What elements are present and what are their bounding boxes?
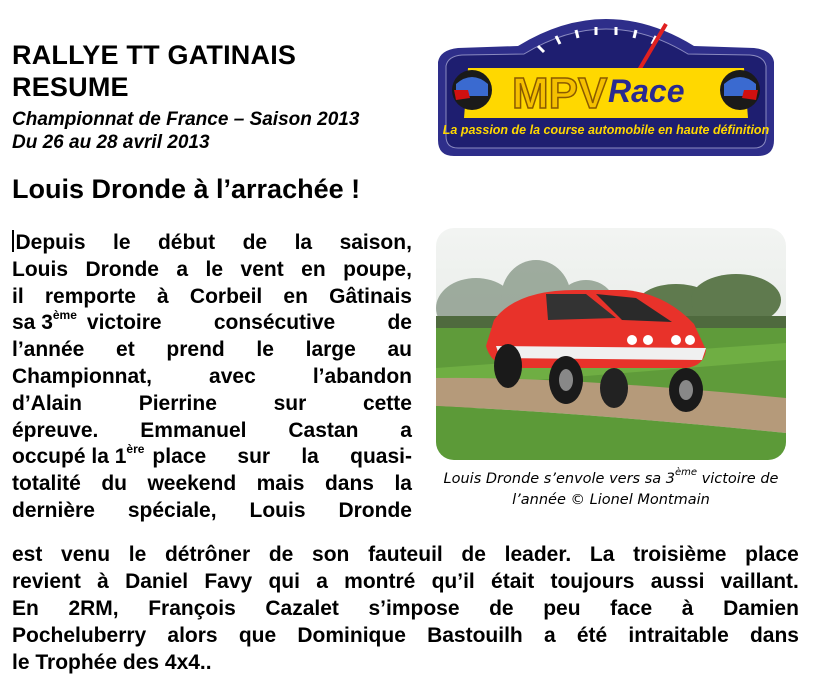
word: La (589, 543, 615, 566)
caption-line-2: l’année © Lionel Montmain (512, 492, 710, 508)
col-line-words (16, 230, 413, 257)
document-title (12, 39, 296, 103)
col-word (12, 444, 144, 471)
superscript: ère (126, 442, 145, 457)
title-line-1: RALLYE TT GATINAIS (12, 40, 297, 70)
wide-line: le Trophée des 4x4.. (12, 651, 212, 674)
word: de (387, 311, 412, 335)
photo-caption (436, 469, 786, 511)
rally-car-photo (436, 228, 786, 460)
word: a (543, 624, 556, 647)
word: du (101, 472, 127, 496)
word: d’Alain (12, 391, 83, 415)
subtitle-line-2: Du 26 au 28 avril 2013 (12, 132, 210, 153)
document-subtitle (12, 108, 359, 154)
logo-mpv-text: MPV (512, 69, 608, 118)
word: de (242, 231, 268, 254)
word: dernière (12, 498, 95, 522)
word: le (205, 257, 224, 281)
col-line (12, 284, 412, 311)
word: quasi- (350, 445, 412, 469)
word: Championnat, (12, 364, 152, 388)
wide-line (12, 595, 799, 622)
word: a (316, 570, 328, 593)
word: Favy (204, 570, 253, 593)
word: poupe, (343, 257, 412, 281)
word: Louis (249, 498, 306, 522)
word: avec (209, 364, 256, 388)
word: cette (362, 391, 412, 415)
col-text: occupé la 1 (12, 445, 127, 469)
word: montré (344, 570, 416, 593)
word: détrôner (164, 543, 251, 566)
col-line (12, 337, 412, 364)
word: début (157, 231, 216, 254)
word: vaillant. (720, 570, 799, 593)
word: de (489, 597, 514, 620)
word: prend (166, 338, 225, 362)
caption-text: victoire de (697, 471, 779, 487)
word: la (301, 445, 319, 469)
col-line-words (12, 444, 412, 471)
word: peu (543, 597, 581, 620)
col-line (12, 257, 412, 284)
word: weekend (147, 472, 237, 496)
word: qu’il (431, 570, 475, 593)
col-line (12, 230, 412, 257)
word: totalité (12, 472, 81, 496)
word: a (176, 257, 189, 281)
col-text: sa 3 (12, 311, 53, 335)
caption-line-1 (436, 469, 786, 490)
word: 2RM, (68, 597, 119, 620)
word: François (148, 597, 236, 620)
word: large (305, 338, 356, 362)
text-cursor (12, 230, 14, 252)
word: aussi (650, 570, 705, 593)
word: à (97, 570, 109, 593)
word: en (283, 284, 308, 308)
word: place (152, 445, 207, 469)
word: qui (268, 570, 300, 593)
wide-line (12, 568, 799, 595)
col-line-words (87, 310, 412, 337)
logo-race-text: Race (608, 73, 685, 109)
word: s’impose (368, 597, 460, 620)
word: revient (12, 570, 81, 593)
word: la (394, 472, 412, 496)
col-line (12, 364, 412, 391)
word: et (116, 338, 135, 362)
word: face (610, 597, 653, 620)
logo-tagline: La passion de la course automobile en haute définition (442, 123, 770, 137)
word: épreuve. (12, 418, 99, 442)
word: Dominique (297, 624, 406, 647)
word: dans (324, 472, 374, 496)
word: vent (240, 257, 284, 281)
word: venu (61, 543, 111, 566)
word: de (268, 543, 294, 566)
word: été (576, 624, 608, 647)
word: Pocheluberry (12, 624, 147, 647)
word: le (112, 231, 131, 254)
word: le (256, 338, 274, 362)
col-line (12, 310, 412, 337)
col-line (12, 471, 412, 498)
word: place (745, 543, 799, 566)
article-column-text (12, 230, 412, 525)
word: leader. (504, 543, 572, 566)
word: spéciale, (127, 498, 217, 522)
word: à (681, 597, 694, 620)
word: Damien (723, 597, 799, 620)
word: de (461, 543, 486, 566)
word: sur (273, 391, 307, 415)
word: intraitable (628, 624, 729, 647)
article-headline: Louis Dronde à l’arrachée ! (12, 174, 361, 204)
wide-line (12, 541, 799, 568)
word: Louis (12, 257, 68, 281)
word: Castan (288, 418, 359, 442)
word: mais (256, 472, 305, 496)
caption-superscript: ème (675, 467, 698, 479)
col-line-words (152, 444, 412, 471)
word: fauteuil (368, 543, 443, 566)
word: au (387, 338, 412, 362)
word: en (301, 257, 326, 281)
word: Dronde (338, 498, 412, 522)
word: consécutive (213, 311, 336, 335)
col-line (12, 444, 412, 471)
word: En (12, 597, 39, 620)
word: Daniel (125, 570, 189, 593)
mpv-race-logo (428, 10, 784, 160)
word: troisième (633, 543, 727, 566)
superscript: ème (52, 308, 77, 323)
word: toujours (550, 570, 635, 593)
word: son (312, 543, 350, 566)
word: Corbeil (189, 284, 263, 308)
subtitle-line-1: Championnat de France – Saison 2013 (12, 109, 360, 130)
word: était (491, 570, 535, 593)
word: remporte (44, 284, 136, 308)
word: l’année (12, 338, 85, 362)
word: la (294, 231, 313, 254)
word: saison, (339, 231, 412, 254)
title-line-2: RESUME (12, 72, 129, 102)
word: Dronde (85, 257, 159, 281)
word: alors (167, 624, 218, 647)
col-line-words (12, 310, 412, 337)
col-word (12, 310, 77, 337)
word: Cazalet (265, 597, 339, 620)
word: est (12, 543, 43, 566)
caption-text: Louis Dronde s’envole vers sa 3 (443, 471, 675, 487)
word: Bastouilh (427, 624, 523, 647)
word: que (238, 624, 277, 647)
word: sur (237, 445, 271, 469)
word: a (400, 418, 412, 442)
word: le (128, 543, 147, 566)
col-line (12, 418, 412, 445)
col-line (12, 391, 412, 418)
word: Emmanuel (140, 418, 247, 442)
word: victoire (86, 311, 162, 335)
word: Depuis (15, 231, 86, 254)
word: l’abandon (312, 364, 412, 388)
word: il (12, 284, 24, 308)
article-wide-text (12, 541, 799, 676)
word: Pierrine (138, 391, 217, 415)
wide-line (12, 622, 799, 649)
word: dans (749, 624, 799, 647)
word: à (157, 284, 169, 308)
word: Gâtinais (329, 284, 412, 308)
col-line (12, 498, 412, 525)
